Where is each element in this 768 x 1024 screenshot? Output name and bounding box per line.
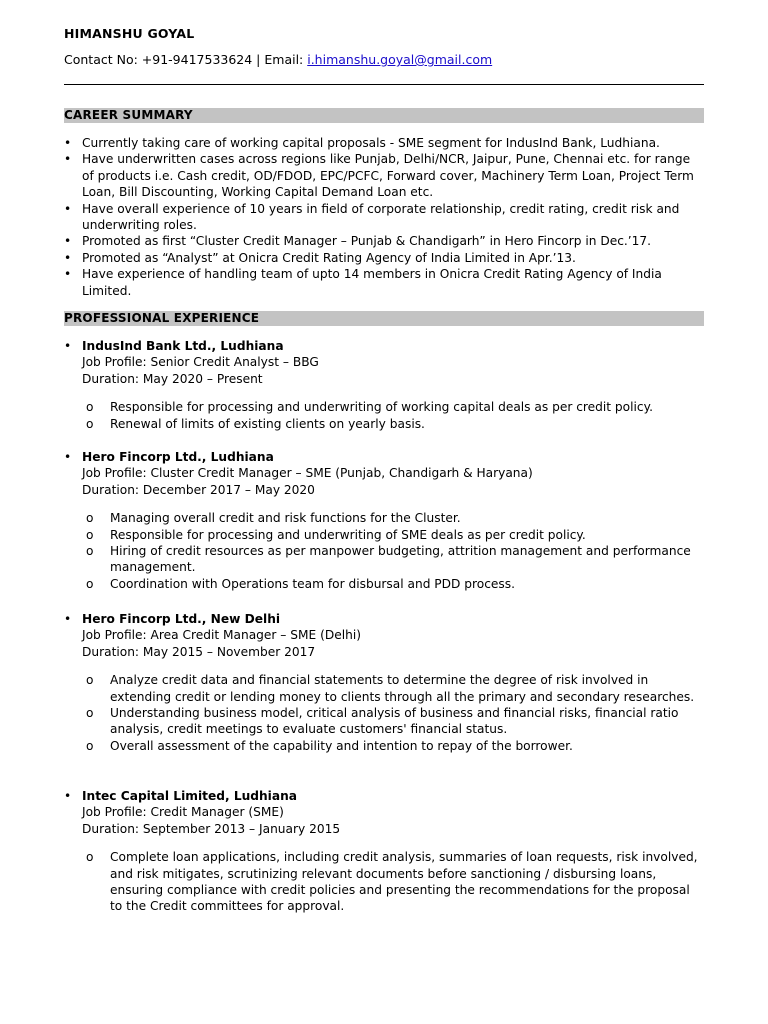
job-duration: Duration: September 2013 – January 2015 bbox=[82, 821, 341, 836]
circle-bullet-icon: o bbox=[86, 416, 94, 431]
responsibility-item: o Responsible for processing and underwriting of working capital deals as per credit policy. bbox=[86, 400, 653, 415]
job-responsibilities bbox=[64, 849, 704, 915]
circle-bullet-icon: o bbox=[86, 400, 94, 415]
responsibility-item: o Hiring of credit resources as per manpower budgeting, attrition management and performance management. bbox=[86, 544, 691, 575]
professional-experience-heading: PROFESSIONAL EXPERIENCE bbox=[64, 311, 704, 326]
job-header bbox=[64, 788, 704, 837]
summary-item: • Have experience of handling team of upto 14 members in Onicra Credit Rating Agency of India Limited. bbox=[64, 266, 704, 299]
job-profile: Job Profile: Area Credit Manager – SME (Delhi) bbox=[82, 628, 361, 643]
bullet-icon: • bbox=[64, 612, 72, 626]
circle-bullet-icon: o bbox=[86, 706, 94, 721]
summary-item: • Have overall experience of 10 years in field of corporate relationship, credit rating, credit risk and underwriting roles. bbox=[64, 201, 704, 234]
bullet-icon: • bbox=[64, 339, 72, 353]
career-summary-list bbox=[64, 135, 704, 299]
job-profile: Job Profile: Senior Credit Analyst – BBG bbox=[82, 355, 319, 370]
responsibility-item: o Overall assessment of the capability and intention to repay of the borrower. bbox=[86, 738, 573, 753]
header-divider bbox=[64, 84, 704, 85]
summary-item: • Currently taking care of working capital proposals - SME segment for IndusInd Bank, Ludhiana. bbox=[64, 135, 704, 151]
job-entry bbox=[64, 449, 704, 592]
responsibility-item: o Managing overall credit and risk functions for the Cluster. bbox=[86, 511, 461, 526]
circle-bullet-icon: o bbox=[86, 576, 94, 591]
career-summary-heading: CAREER SUMMARY bbox=[64, 108, 704, 123]
circle-bullet-icon: o bbox=[86, 673, 94, 688]
responsibility-item: o Understanding business model, critical analysis of business and financial risks, financial ratio analysis, credit meetings to evaluate customers' financial status. bbox=[86, 706, 679, 737]
job-profile: Job Profile: Credit Manager (SME) bbox=[82, 805, 284, 820]
job-responsibilities bbox=[64, 672, 704, 754]
job-header bbox=[64, 611, 704, 660]
circle-bullet-icon: o bbox=[86, 850, 94, 865]
job-profile: Job Profile: Cluster Credit Manager – SME (Punjab, Chandigarh & Haryana) bbox=[82, 466, 533, 481]
circle-bullet-icon: o bbox=[86, 738, 94, 753]
job-company: Intec Capital Limited, Ludhiana bbox=[82, 789, 297, 803]
job-duration: Duration: December 2017 – May 2020 bbox=[82, 482, 315, 497]
contact-phone: Contact No: +91-9417533624 | Email: bbox=[64, 52, 308, 67]
responsibility-item: o Renewal of limits of existing clients on yearly basis. bbox=[86, 416, 425, 431]
responsibility-item: o Complete loan applications, including credit analysis, summaries of loan requests, risk involved, and risk mitigates, scrutinizing relevant documents before sanctioning / disbursing loans, ensuring compliance with credit policies and presenting the recommendations for the proposal to the Credit committees for approval. bbox=[86, 850, 698, 914]
job-duration: Duration: May 2015 – November 2017 bbox=[82, 644, 316, 659]
job-header bbox=[64, 449, 704, 498]
responsibility-item: o Analyze credit data and financial statements to determine the degree of risk involved in extending credit or lending money to clients through all the primary and secondary researches. bbox=[86, 673, 695, 704]
summary-item: • Promoted as first “Cluster Credit Manager – Punjab & Chandigarh” in Hero Fincorp in Dec.’17. bbox=[64, 233, 704, 249]
job-company: Hero Fincorp Ltd., Ludhiana bbox=[82, 450, 274, 464]
job-entry bbox=[64, 611, 704, 754]
responsibility-item: o Responsible for processing and underwriting of SME deals as per credit policy. bbox=[86, 527, 586, 542]
bullet-icon: • bbox=[64, 789, 72, 803]
circle-bullet-icon: o bbox=[86, 511, 94, 526]
job-entry bbox=[64, 788, 704, 915]
job-header bbox=[64, 338, 704, 387]
job-company: IndusInd Bank Ltd., Ludhiana bbox=[82, 339, 284, 353]
circle-bullet-icon: o bbox=[86, 544, 94, 559]
circle-bullet-icon: o bbox=[86, 527, 94, 542]
job-company: Hero Fincorp Ltd., New Delhi bbox=[82, 612, 281, 626]
summary-item: • Have underwritten cases across regions like Punjab, Delhi/NCR, Jaipur, Pune, Chennai etc. for range of products i.e. Cash credit, OD/FDOD, EPC/PCFC, Forward cover, Machinery Term Loan, Project Term Loan, Bill Discounting, Working Capital Demand Loan etc. bbox=[64, 151, 704, 200]
job-responsibilities bbox=[64, 399, 704, 432]
responsibility-item: o Coordination with Operations team for disbursal and PDD process. bbox=[86, 576, 516, 591]
job-duration: Duration: May 2020 – Present bbox=[82, 371, 263, 386]
contact-line bbox=[64, 52, 492, 68]
candidate-name: HIMANSHU GOYAL bbox=[64, 26, 195, 41]
job-entry bbox=[64, 338, 704, 432]
bullet-icon: • bbox=[64, 450, 72, 464]
email-link[interactable]: i.himanshu.goyal@gmail.com bbox=[307, 52, 493, 67]
summary-item: • Promoted as “Analyst” at Onicra Credit Rating Agency of India Limited in Apr.’13. bbox=[64, 250, 704, 266]
job-responsibilities bbox=[64, 510, 704, 592]
